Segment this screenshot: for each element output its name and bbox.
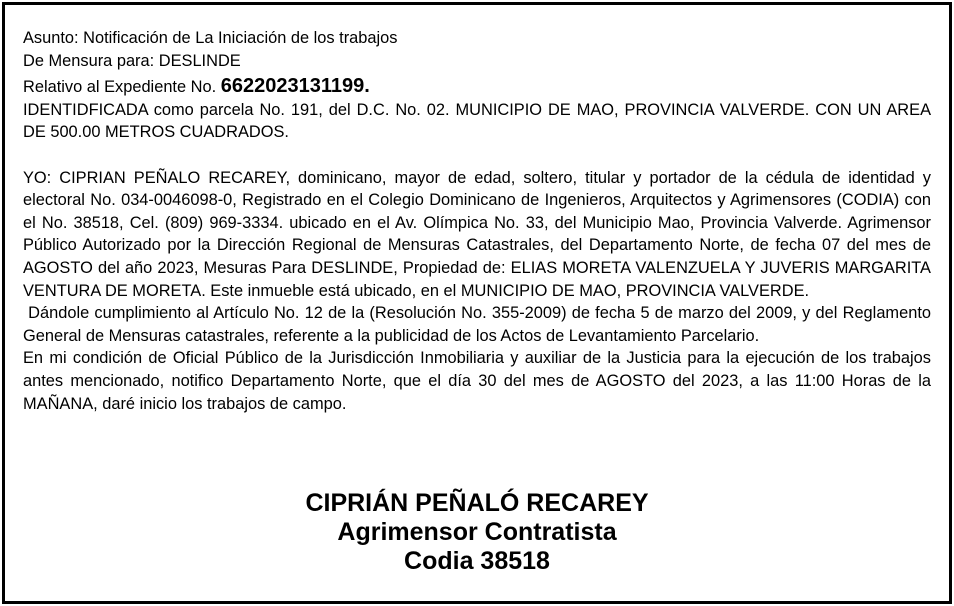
file-reference	[23, 75, 931, 99]
notice-content	[23, 27, 931, 415]
subject-line: Asunto: Notificación de La Iniciación de los trabajos	[23, 29, 398, 47]
signer-name: CIPRIÁN PEÑALÓ RECAREY	[305, 489, 649, 517]
signature-block	[5, 489, 949, 576]
file-number: 6622023131199.	[220, 75, 370, 98]
paragraph-gap	[23, 144, 931, 167]
notification-paragraph: En mi condición de Oficial Público de la Jurisdicción Inmobiliaria y auxiliar de la Justicia para la ejecución de los trabajos antes mencionado, notifico Departamento Norte, que el día 30 del mes de AGOSTO del 2023, a las 11:00 Horas de la MAÑANA, daré inicio los trabajos de campo.	[23, 349, 931, 413]
notice-frame	[2, 2, 952, 604]
file-reference-label: Relativo al Expediente No.	[23, 78, 217, 97]
parcel-description: IDENTIDFICADA como parcela No. 191, del D.C. No. 02. MUNICIPIO DE MAO, PROVINCIA VALVERDE. CON UN AREA DE 500.00 METROS CUADRADOS.	[23, 100, 931, 142]
signer-title: Agrimensor Contratista	[337, 518, 617, 546]
surveyor-declaration-paragraph: YO: CIPRIAN PEÑALO RECAREY, dominicano, mayor de edad, soltero, titular y portador de la cédula de identidad y electoral No. 034-0046098-0, Registrado en el Colegio Dominicano de Ingenieros, Arquitectos y Agrimensores (CODIA) con el No. 38518, Cel. (809) 969-3334. ubicado en el Av. Olímpica No. 33, del Municipio Mao, Provincia Valverde. Agrimensor Público Autorizado por la Dirección Regional de Mensuras Catastrales, del Departamento Norte, de fecha 07 del mes de AGOSTO del año 2023, Mesuras Para DESLINDE, Propiedad de: ELIAS MORETA VALENZUELA Y JUVERIS MARGARITA VENTURA DE MORETA. Este inmueble está ubicado, en el MUNICIPIO DE MAO, PROVINCIA VALVERDE.	[23, 168, 931, 300]
signer-codia: Codia 38518	[404, 547, 550, 575]
legal-basis-paragraph: Dándole cumplimiento al Artículo No. 12 de la (Resolución No. 355-2009) de fecha 5 de marzo del 2009, y del Reglamento General de Mensuras catastrales, referente a la publicidad de los Actos de Levantamiento Parcelario.	[23, 304, 931, 345]
survey-type-line: De Mensura para: DESLINDE	[23, 51, 241, 70]
